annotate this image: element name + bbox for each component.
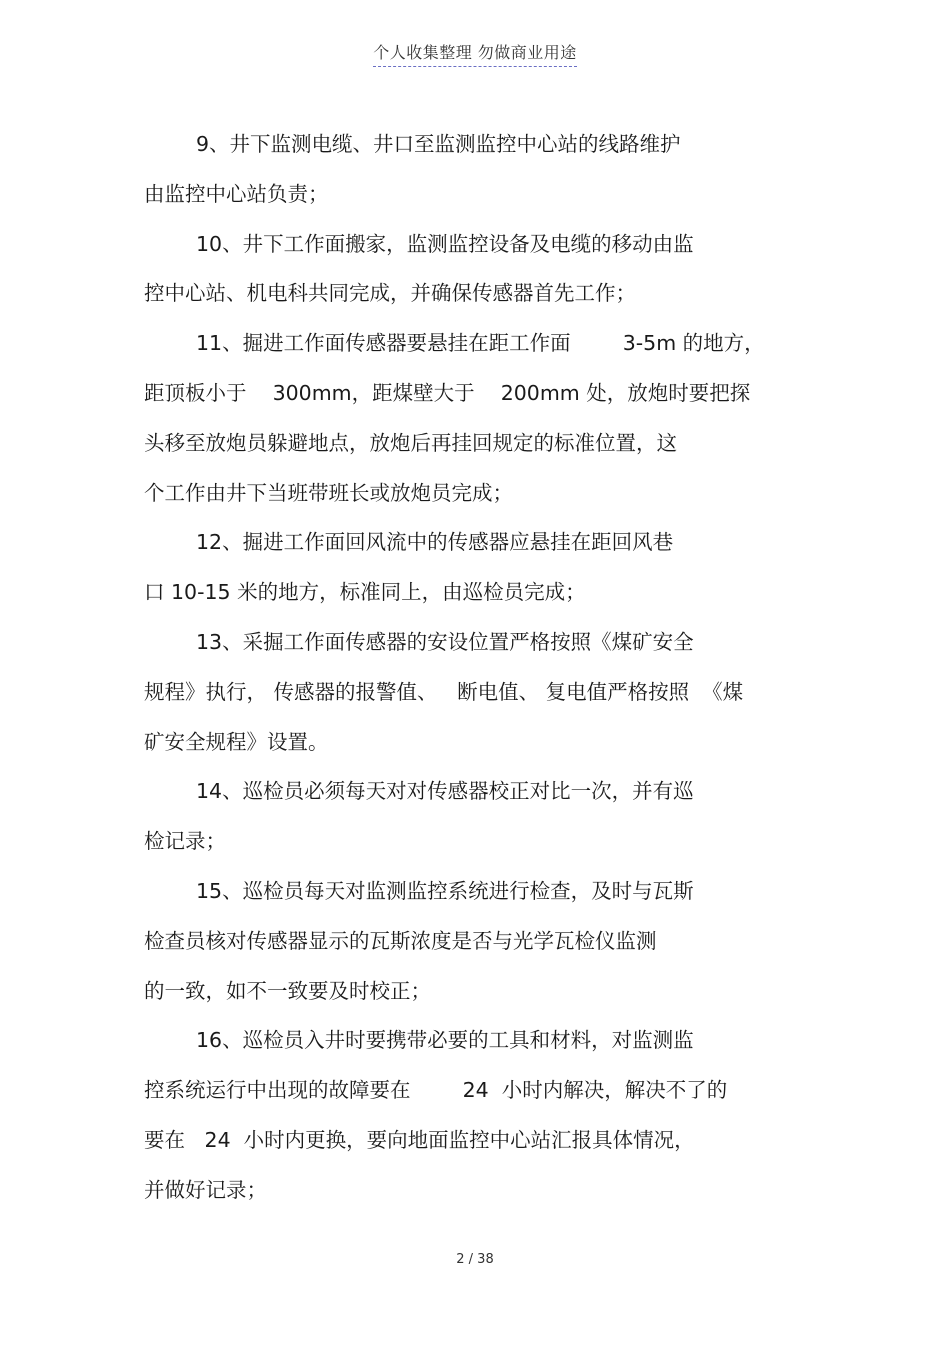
text-line: 16、巡检员入井时要携带必要的工具和材料，对监测监 — [196, 1028, 694, 1053]
text-line: 并做好记录； — [144, 1177, 267, 1202]
text-line: 距顶板小于 300mm，距煤壁大于 200mm 处，放炮时要把探 — [144, 380, 751, 405]
text-line: 个工作由井下当班带班长或放炮员完成； — [144, 480, 513, 505]
text-line: 矿安全规程》设置。 — [144, 729, 329, 754]
text-line: 控系统运行中出现的故障要在 24 小时内解决，解决不了的 — [144, 1078, 728, 1103]
page-header — [0, 40, 950, 67]
text-line: 要在 24 小时内更换，要向地面监控中心站汇报具体情况， — [144, 1127, 695, 1152]
page-number: 2 / 38 — [456, 1252, 494, 1267]
text-line: 13、采掘工作面传感器的安设位置严格按照《煤矿安全 — [196, 629, 694, 654]
text-line: 10、井下工作面搬家，监测监控设备及电缆的移动由监 — [196, 231, 694, 256]
header-watermark-text: 个人收集整理 勿做商业用途 — [373, 40, 577, 67]
text-line: 检查员核对传感器显示的瓦斯浓度是否与光学瓦检仪监测 — [144, 928, 657, 953]
document-body — [144, 124, 814, 1220]
text-line: 由监控中心站负责； — [144, 181, 329, 206]
text-line: 14、巡检员必须每天对对传感器校正对比一次，并有巡 — [196, 779, 694, 804]
text-line: 口 10-15 米的地方，标准同上，由巡检员完成； — [144, 580, 586, 605]
text-line: 规程》执行， 传感器的报警值、 断电值、 复电值严格按照 《煤 — [144, 679, 744, 704]
text-line: 头移至放炮员躲避地点，放炮后再挂回规定的标准位置，这 — [144, 430, 677, 455]
text-line: 11、掘进工作面传感器要悬挂在距工作面 3-5m 的地方， — [196, 331, 765, 356]
text-line: 9、井下监测电缆、井口至监测监控中心站的线路维护 — [196, 132, 681, 156]
text-line: 控中心站、机电科共同完成，并确保传感器首先工作； — [144, 281, 636, 306]
text-line: 的一致，如不一致要及时校正； — [144, 978, 431, 1003]
text-line: 检记录； — [144, 829, 226, 854]
text-line: 12、掘进工作面回风流中的传感器应悬挂在距回风巷 — [196, 530, 674, 555]
text-line: 15、巡检员每天对监测监控系统进行检查，及时与瓦斯 — [196, 878, 694, 903]
